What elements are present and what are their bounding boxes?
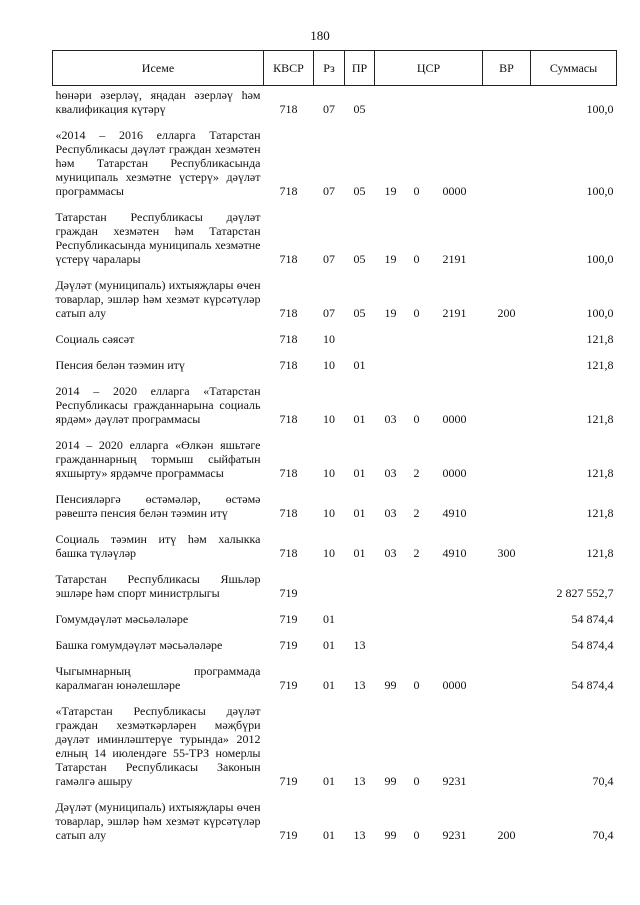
row-csr-code: 4910 [442, 506, 467, 520]
row-csr-code: 9231 [442, 774, 467, 788]
row-pr: 01 [353, 506, 366, 520]
row-rz: 10 [323, 332, 335, 346]
row-sum: 100,0 [586, 184, 614, 198]
row-csr-subprogram: 0 [413, 252, 420, 266]
row-csr-subprogram [407, 636, 427, 656]
row-csr-program: 19 [384, 184, 397, 198]
row-csr-code: 9231 [442, 828, 467, 842]
row-rz: 07 [323, 252, 335, 266]
header-kvsr: КВСР [264, 51, 314, 86]
row-csr-subprogram [407, 610, 427, 630]
row-pr: 01 [353, 412, 366, 426]
budget-table [52, 50, 617, 846]
row-pr [345, 610, 375, 630]
row-sum: 100,0 [586, 252, 614, 266]
row-csr-program: 99 [384, 678, 397, 692]
row-vr [483, 382, 531, 430]
row-pr: 13 [353, 638, 366, 652]
row-rz: 10 [323, 546, 335, 560]
row-kvsr: 718 [279, 332, 298, 346]
row-sum: 100,0 [586, 306, 614, 320]
table-row [53, 662, 617, 696]
row-vr [483, 330, 531, 350]
row-vr [483, 490, 531, 524]
row-sum: 70,4 [592, 828, 614, 842]
row-sum: 54 874,4 [571, 678, 614, 692]
row-name: Татарстан Республикасы Яшьләр эшләре һәм спорт министрлыгы [55, 572, 261, 600]
row-vr [483, 570, 531, 604]
row-vr: 300 [497, 546, 516, 560]
row-name: Чыгымнарның программада каралмаган юнәлешләре [55, 664, 261, 692]
table-row [53, 570, 617, 604]
header-csr: ЦСР [375, 51, 483, 86]
row-csr-code: 0000 [442, 678, 467, 692]
row-pr: 13 [353, 678, 366, 692]
row-pr: 05 [353, 252, 366, 266]
row-kvsr: 718 [279, 412, 298, 426]
row-rz: 07 [323, 184, 335, 198]
row-rz [314, 570, 345, 604]
table-row [53, 276, 617, 324]
header-vr: ВР [483, 51, 531, 86]
row-csr-code: 2191 [442, 252, 467, 266]
row-vr [483, 662, 531, 696]
row-csr-program: 03 [384, 546, 397, 560]
row-csr-program [375, 356, 407, 376]
row-pr [345, 570, 375, 604]
row-vr [483, 86, 531, 121]
header-rz: Рз [314, 51, 345, 86]
table-row [53, 702, 617, 792]
row-csr-subprogram: 0 [413, 774, 420, 788]
row-pr: 05 [353, 306, 366, 320]
row-rz: 10 [323, 358, 335, 372]
row-name: 2014 – 2020 елларга «Өлкән яшьтәге гражданнарның тормыш сыйфатын яхшырту» ярдәмче программасы [55, 438, 261, 480]
row-kvsr: 719 [279, 774, 298, 788]
row-csr-code: 2191 [442, 306, 467, 320]
row-rz: 07 [323, 306, 335, 320]
row-name: «Татарстан Республикасы дәүләт граждан хезмәткәрләрен мәҗбүри дәүләт иминләштерүе турында» 2012 елның 14 июлендәге 55-ТРЗ номерлы Татарстан Республикасы Законын гамәлгә ашыру [55, 704, 261, 788]
header-name: Исеме [53, 51, 264, 86]
table-row [53, 490, 617, 524]
row-sum: 70,4 [592, 774, 614, 788]
row-rz: 10 [323, 466, 335, 480]
row-csr-code [427, 636, 483, 656]
row-pr [345, 330, 375, 350]
row-csr-subprogram: 2 [413, 466, 420, 480]
table-row [53, 610, 617, 630]
row-pr: 05 [353, 184, 366, 198]
table-row [53, 126, 617, 202]
row-csr-code: 0000 [442, 412, 467, 426]
row-pr: 01 [353, 466, 366, 480]
row-csr-subprogram [407, 356, 427, 376]
row-csr-code: 0000 [442, 184, 467, 198]
row-sum: 121,8 [586, 466, 614, 480]
row-rz: 01 [323, 612, 335, 626]
row-rz: 01 [323, 774, 335, 788]
row-vr: 200 [497, 306, 516, 320]
table-header [53, 51, 617, 86]
table-row [53, 356, 617, 376]
row-csr-code: 0000 [442, 466, 467, 480]
row-csr-program: 99 [384, 774, 397, 788]
row-pr: 13 [353, 828, 366, 842]
row-rz: 07 [323, 102, 335, 116]
row-kvsr: 718 [279, 466, 298, 480]
row-csr-program [375, 636, 407, 656]
row-csr-code [427, 356, 483, 376]
table-row [53, 636, 617, 656]
row-csr-code [427, 86, 483, 121]
row-sum: 121,8 [586, 358, 614, 372]
row-csr-subprogram: 0 [413, 412, 420, 426]
row-kvsr: 718 [279, 358, 298, 372]
row-name: Башка гомумдәүләт мәсьәләләре [55, 638, 223, 652]
row-vr: 200 [497, 828, 516, 842]
table-row [53, 530, 617, 564]
row-vr [483, 636, 531, 656]
row-csr-code [427, 330, 483, 350]
table-row [53, 330, 617, 350]
row-pr: 13 [353, 774, 366, 788]
row-csr-subprogram [407, 86, 427, 121]
row-name: 2014 – 2020 елларга «Татарстан Республикасы гражданнарына социаль ярдәм» дәүләт программасы [55, 384, 261, 426]
row-sum: 121,8 [586, 412, 614, 426]
row-pr: 01 [353, 358, 366, 372]
row-kvsr: 719 [279, 612, 298, 626]
row-rz: 01 [323, 638, 335, 652]
row-sum: 121,8 [586, 506, 614, 520]
row-csr-subprogram: 0 [413, 828, 420, 842]
row-vr [483, 126, 531, 202]
row-csr-subprogram [407, 330, 427, 350]
row-kvsr: 719 [279, 678, 298, 692]
row-vr [483, 610, 531, 630]
row-kvsr: 718 [279, 546, 298, 560]
row-pr: 05 [353, 102, 366, 116]
table-row [53, 436, 617, 484]
row-name: Пенсияләргә өстәмәләр, өстәмә рәвештә пенсия белән тәэмин итү [55, 492, 261, 520]
row-kvsr: 718 [279, 252, 298, 266]
table-row [53, 208, 617, 270]
row-csr-program [375, 86, 407, 121]
row-csr-code [427, 610, 483, 630]
row-name: һөнәри әзерләү, яңадан әзерләү һәм квалификация күтәрү [55, 88, 261, 116]
row-sum: 121,8 [586, 332, 614, 346]
row-csr-code [427, 570, 483, 604]
row-sum: 121,8 [586, 546, 614, 560]
row-name: Пенсия белән тәэмин итү [55, 358, 185, 372]
row-pr: 01 [353, 546, 366, 560]
row-csr-program: 19 [384, 306, 397, 320]
row-name: Дәүләт (муниципаль) ихтыяҗлары өчен товарлар, эшләр һәм хезмәт күрсәтүләр сатып алу [55, 800, 261, 842]
row-csr-program: 99 [384, 828, 397, 842]
table-row [53, 86, 617, 121]
row-csr-subprogram: 2 [413, 546, 420, 560]
row-name: «2014 – 2016 елларга Татарстан Республикасы дәүләт граждан хезмәтен һәм Татарстан Республикасында муниципаль хезмәтне үстерү» дәүләт программасы [55, 128, 261, 198]
table-body [53, 86, 617, 847]
row-csr-subprogram [407, 570, 427, 604]
table-row [53, 798, 617, 846]
row-vr [483, 702, 531, 792]
row-vr [483, 436, 531, 484]
row-rz: 10 [323, 506, 335, 520]
row-vr [483, 356, 531, 376]
row-rz: 01 [323, 828, 335, 842]
row-kvsr: 718 [279, 102, 298, 116]
header-pr: ПР [345, 51, 375, 86]
row-rz: 01 [323, 678, 335, 692]
row-csr-program: 03 [384, 466, 397, 480]
row-name: Татарстан Республикасы дәүләт граждан хезмәтен һәм Татарстан Республикасында муниципаль хезмәтне үстерү чаралары [55, 210, 261, 266]
row-name: Дәүләт (муниципаль) ихтыяҗлары өчен товарлар, эшләр һәм хезмәт күрсәтүләр сатып алу [55, 278, 261, 320]
row-csr-program: 19 [384, 252, 397, 266]
row-csr-program [375, 330, 407, 350]
row-csr-subprogram: 0 [413, 678, 420, 692]
row-kvsr: 718 [279, 506, 298, 520]
table-row [53, 382, 617, 430]
row-kvsr: 719 [279, 638, 298, 652]
page-number: 180 [310, 28, 330, 43]
row-rz: 10 [323, 412, 335, 426]
row-kvsr: 718 [279, 184, 298, 198]
row-sum: 2 827 552,7 [556, 586, 614, 600]
row-csr-subprogram: 2 [413, 506, 420, 520]
row-kvsr: 719 [279, 828, 298, 842]
row-name: Гомумдәүләт мәсьәләләре [55, 612, 189, 626]
row-csr-program [375, 570, 407, 604]
row-csr-program: 03 [384, 506, 397, 520]
header-sum: Суммасы [531, 51, 617, 86]
row-csr-program [375, 610, 407, 630]
row-sum: 100,0 [586, 102, 614, 116]
row-sum: 54 874,4 [571, 638, 614, 652]
row-name: Социаль тәэмин итү һәм халыкка башка түләүләр [55, 532, 261, 560]
row-vr [483, 208, 531, 270]
row-csr-subprogram: 0 [413, 184, 420, 198]
row-kvsr: 718 [279, 306, 298, 320]
row-csr-program: 03 [384, 412, 397, 426]
row-csr-subprogram: 0 [413, 306, 420, 320]
row-csr-code: 4910 [442, 546, 467, 560]
row-sum: 54 874,4 [571, 612, 614, 626]
row-name: Социаль сәясәт [55, 332, 135, 346]
row-kvsr: 719 [279, 586, 298, 600]
